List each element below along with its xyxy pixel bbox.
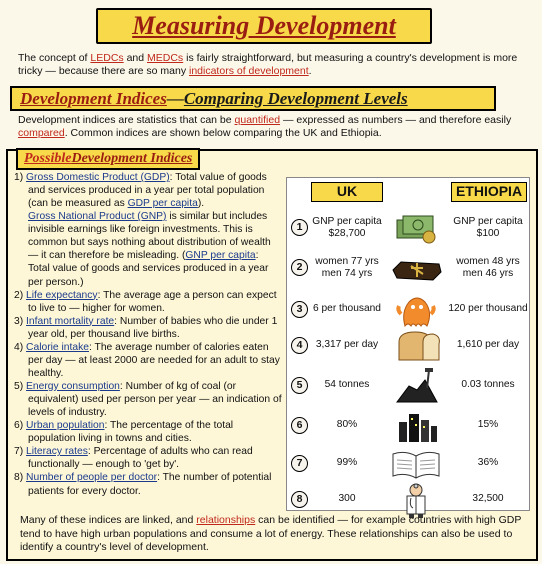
index-term: Calorie intake [26, 341, 89, 353]
page-title: Measuring Development [132, 11, 396, 41]
footer-text-2: can be identified — for example countries with high GDP tend to have high urban populations and consume a lot of energy. These relationships can also be used to identify a country's level of development. [20, 514, 522, 554]
comparison-table [286, 177, 530, 511]
comparison-row [287, 408, 531, 444]
ethiopia-value: GNP per capita $100 [453, 216, 523, 240]
row-number: 7 [291, 455, 308, 472]
medcs-term: MEDCs [147, 52, 184, 64]
uk-value: 54 tonnes [324, 379, 370, 390]
desc-text-1: Development indices are statistics that can be [18, 114, 235, 126]
comparison-row [287, 368, 531, 404]
book-icon [387, 446, 445, 482]
index-item [14, 341, 282, 380]
compared-term: compared [18, 127, 65, 140]
ethiopia-value: 1,610 per day [456, 339, 520, 350]
comparison-row [287, 482, 531, 518]
index-item [14, 471, 282, 497]
index-item [14, 380, 282, 419]
title-banner [96, 8, 432, 44]
index-text: : The average age a person can expect to live to — higher for women. [28, 289, 277, 314]
index-term: Energy consumption [26, 381, 120, 392]
ethiopia-value: 0.03 tonnes [461, 379, 515, 390]
row-number: 4 [291, 337, 308, 354]
subtitle-part-c: Comparing Development Levels [183, 88, 408, 108]
index-text-end: : Total value of goods and services produced in a year per person.) [28, 250, 269, 288]
index-text: is similar but includes invisible earnings like foreign investments. This is common but says nothing about distribution of wealth — it can therefore be misleading. ( [28, 211, 271, 262]
intro-text-2: and [123, 52, 148, 64]
index-term: Gross National Product (GNP) [28, 211, 167, 223]
index-term: Urban population [26, 420, 105, 432]
index-text: : Number of kg of coal (or equivalent) used per person per year — an indication of levels of industry. [28, 381, 282, 419]
index-text: : The percentage of the total population living in towns and cities. [28, 420, 234, 445]
indices-heading-a: Possible [24, 151, 72, 167]
indices-heading-b: Development Indices [71, 151, 193, 167]
index-term: Literacy rates [26, 446, 88, 458]
intro-text-1: The concept of [18, 52, 91, 64]
ledcs-term: LEDCs [90, 52, 124, 64]
relationships-term: relationships [196, 514, 256, 526]
indices-heading-banner [16, 148, 200, 170]
uk-value: GNP per capita $28,700 [312, 216, 382, 240]
uk-value: 99% [336, 457, 358, 468]
ethiopia-value: 36% [477, 457, 499, 468]
index-term: Life expectancy [26, 289, 98, 301]
index-text-end: ). [197, 198, 205, 210]
ethiopia-value: 32,500 [472, 493, 504, 504]
index-item [14, 419, 282, 445]
index-text: : The number of potential patients for every doctor. [28, 472, 272, 497]
index-text: : Total value of goods and services produced in a year per total population (can be measured as [28, 172, 267, 210]
comparison-row [287, 250, 531, 286]
index-number: 6) [14, 420, 27, 432]
index-term: Number of people per doctor [26, 472, 158, 484]
ethiopia-value: 120 per thousand [448, 303, 528, 314]
coffin-icon [387, 250, 445, 286]
index-number: 1) [14, 172, 27, 183]
subtitle-dash: — [166, 88, 184, 108]
row-number: 5 [291, 377, 308, 394]
row-number: 2 [291, 259, 308, 276]
footer-text-1: Many of these indices are linked, and [20, 514, 197, 526]
uk-value: 6 per thousand [313, 303, 381, 314]
comparison-row [287, 292, 531, 328]
description-paragraph [18, 114, 528, 141]
intro-text-4: . [308, 65, 312, 78]
indices-list [14, 171, 282, 498]
index-item [14, 445, 282, 471]
uk-value: 3,317 per day [315, 339, 379, 350]
row-number: 6 [291, 417, 308, 434]
comparison-row [287, 446, 531, 482]
index-term: Gross Domestic Product (GDP) [26, 172, 170, 183]
comparison-row [287, 210, 531, 246]
subtitle-banner [10, 86, 496, 111]
index-number: 2) [14, 289, 27, 301]
desc-text-2: — expressed as numbers — and therefore easily [280, 114, 512, 126]
money-icon [387, 210, 445, 246]
index-extra-term: GNP per capita [185, 250, 256, 262]
index-number: 3) [14, 315, 27, 327]
index-number: 4) [14, 341, 27, 353]
row-number: 3 [291, 301, 308, 318]
bread-icon [387, 328, 445, 364]
quantified-term: quantified [234, 114, 281, 126]
row-number: 8 [291, 491, 308, 508]
doctor-icon [387, 482, 445, 518]
indices-panel [6, 149, 538, 561]
index-item [14, 289, 282, 315]
index-number: 5) [14, 381, 27, 392]
ghost-icon [387, 292, 445, 328]
ethiopia-value: women 48 yrs men 46 yrs [456, 256, 520, 280]
uk-value: 300 [338, 493, 356, 504]
index-number: 7) [14, 446, 27, 458]
desc-text-3: . Common indices are shown below comparing the UK and Ethiopia. [64, 127, 382, 140]
comparison-row [287, 328, 531, 364]
index-term: Infant mortality rate [26, 315, 115, 327]
ethiopia-value: 15% [477, 419, 499, 430]
indicators-term: indicators of development [189, 65, 309, 78]
uk-value: women 77 yrs men 74 yrs [315, 256, 379, 280]
index-extra-term: GDP per capita [127, 198, 198, 210]
uk-header: UK [311, 182, 383, 202]
footer-paragraph [20, 514, 530, 555]
index-text: : Percentage of adults who can read functionally — enough to 'get by'. [28, 446, 253, 471]
index-item [14, 315, 282, 341]
coal-icon [387, 368, 445, 404]
index-text: : Number of babies who die under 1 year old, per thousand live births. [28, 315, 278, 340]
intro-paragraph [18, 52, 523, 79]
row-number: 1 [291, 219, 308, 236]
city-icon [387, 408, 445, 444]
index-item [14, 171, 282, 210]
ethiopia-header: ETHIOPIA [451, 182, 527, 202]
index-text: : The average number of calories eaten per day — at least 2000 are needed for an adult to stay healthy. [28, 341, 280, 379]
subtitle-part-a: Development Indices [20, 88, 167, 108]
intro-text-3: is fairly straightforward, but measuring a country's development is more tricky — because there are so many [18, 52, 518, 78]
index-item [14, 210, 282, 288]
index-number: 8) [14, 472, 27, 484]
uk-value: 80% [336, 419, 358, 430]
